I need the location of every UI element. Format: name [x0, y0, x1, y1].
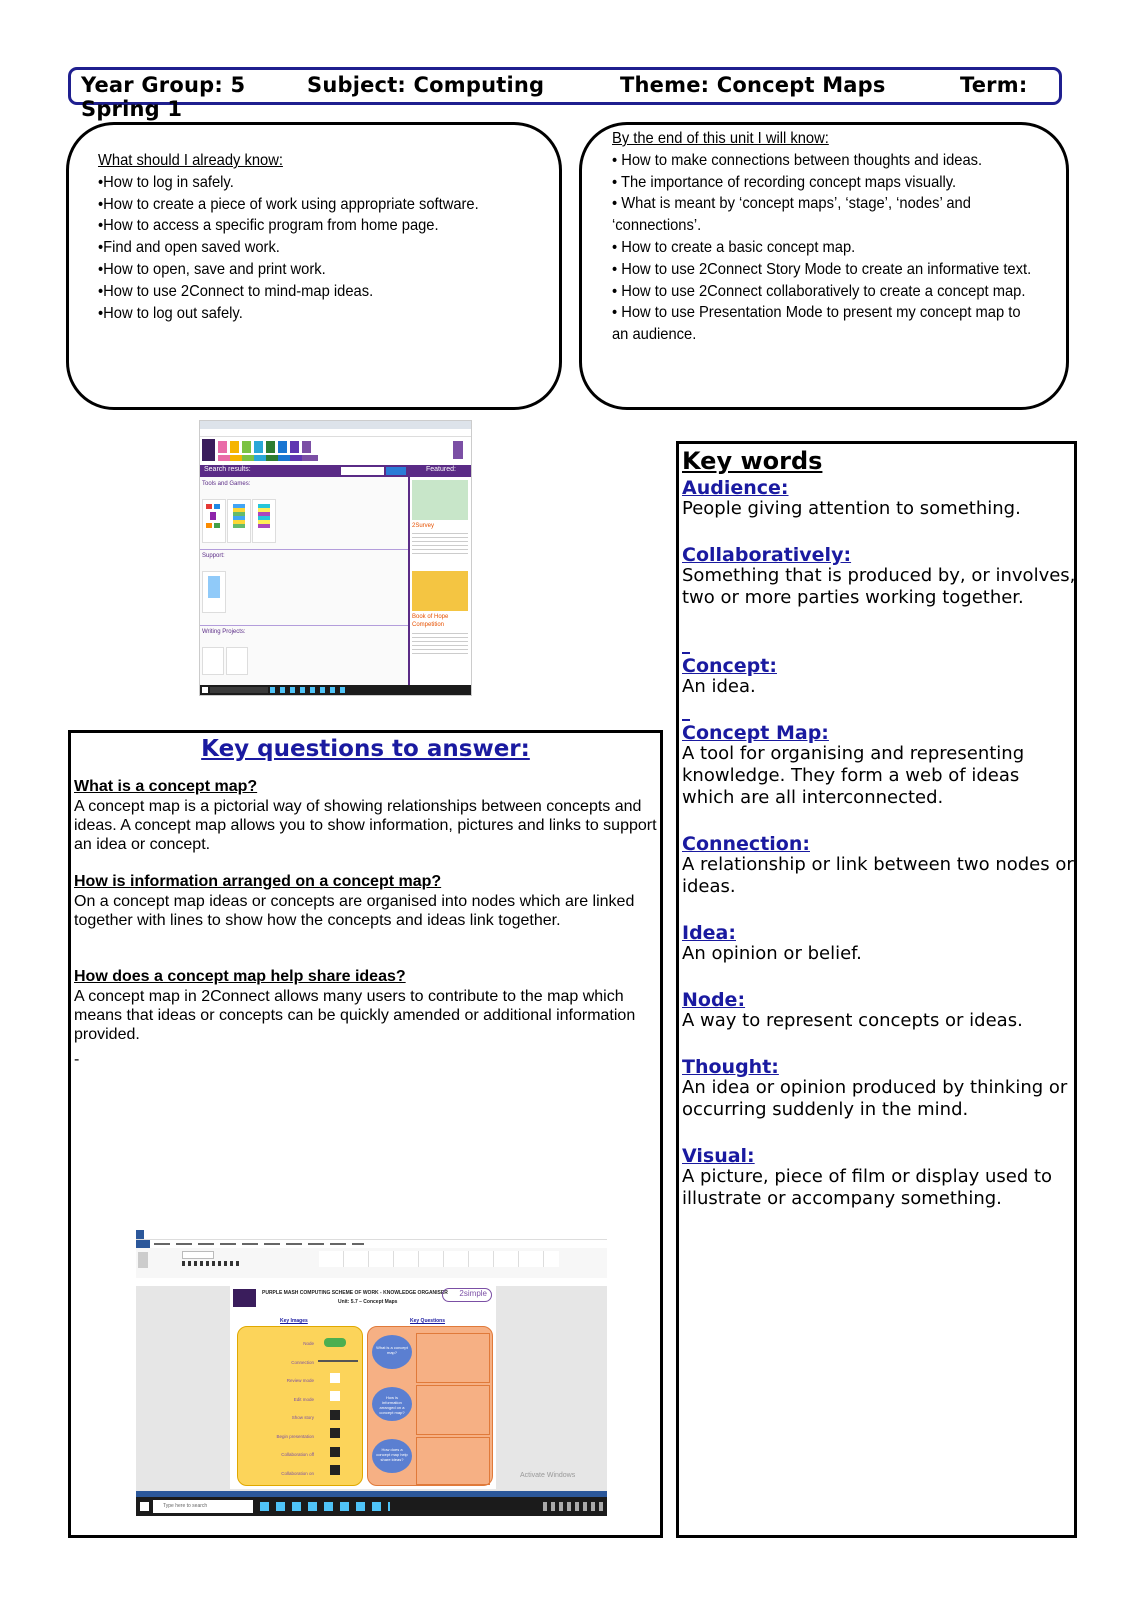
key-image-label: Node — [303, 1341, 314, 1346]
browser-address-bar — [200, 429, 471, 437]
result-tile[interactable] — [202, 647, 224, 675]
taskbar-search-input[interactable]: Type here to search — [153, 1500, 253, 1513]
ribbon — [136, 1248, 607, 1279]
result-tile[interactable] — [227, 499, 251, 543]
key-image-label: Collaboration off — [281, 1452, 314, 1457]
paste-icon[interactable] — [138, 1252, 148, 1268]
document-page — [230, 1286, 496, 1489]
result-tile[interactable] — [202, 499, 226, 543]
app-icon — [290, 441, 299, 453]
blank-underline — [682, 652, 690, 654]
review-mode-icon — [330, 1373, 340, 1383]
list-item: •How to access a specific program from home page. — [98, 217, 439, 235]
app-icon — [266, 441, 275, 453]
list-item: •How to log out safely. — [98, 304, 243, 322]
year-group: Year Group: 5 — [81, 73, 246, 97]
taskbar-apps[interactable] — [270, 687, 350, 693]
promo-title: 2Survey — [412, 523, 435, 529]
activate-windows-watermark: Activate Windows — [520, 1472, 576, 1479]
app-icon — [302, 441, 311, 453]
search-results-label: Search results: — [204, 466, 251, 473]
windows-taskbar — [200, 685, 471, 695]
list-item: • How to create a basic concept map. — [612, 238, 856, 256]
edit-mode-icon — [330, 1391, 340, 1401]
writing-label: Writing Projects: — [202, 629, 246, 635]
app-icon — [218, 441, 227, 453]
windows-taskbar — [136, 1497, 607, 1516]
key-image-label: Connection — [291, 1359, 314, 1365]
list-item: • How to make connections between thoughts and ideas. — [612, 151, 983, 169]
key-words-title: Key words — [682, 447, 823, 475]
subject: Subject: Computing — [307, 73, 545, 97]
term-audience: Audience: — [682, 477, 789, 499]
term-visual: Visual: — [682, 1145, 755, 1167]
definition-visual: A picture, piece of film or display used to illustrate or accompany something. — [682, 1166, 1053, 1209]
question-3: How does a concept map help share ideas? — [74, 968, 406, 985]
connection-icon — [318, 1360, 358, 1362]
key-questions-title: Key questions to answer: — [201, 736, 530, 762]
2simple-logo: 2simple — [442, 1288, 492, 1302]
promo-image[interactable] — [412, 571, 468, 611]
definition-audience: People giving attention to something. — [682, 498, 1021, 519]
windows-start-icon[interactable] — [140, 1502, 149, 1511]
term-value: Spring 1 — [81, 97, 183, 121]
search-bar — [200, 465, 471, 477]
definition-connection: A relationship or link between two nodes or ideas. — [682, 854, 1074, 897]
promo-title: Book of Hope Competition — [412, 614, 449, 628]
theme: Theme: Concept Maps — [620, 73, 886, 97]
doc-heading: PURPLE MASH COMPUTING SCHEME OF WORK - KNOWLEDGE ORGANISER — [262, 1290, 448, 1296]
word-icon — [136, 1230, 144, 1239]
term-thought: Thought: — [682, 1056, 779, 1078]
list-item: • How to use 2Connect Story Mode to create an informative text. — [612, 260, 1032, 278]
windows-start-icon[interactable] — [202, 687, 208, 693]
already-know-title: What should I already know: — [98, 152, 283, 169]
question-1: What is a concept map? — [74, 778, 258, 795]
file-tab[interactable] — [136, 1240, 150, 1248]
avatar[interactable] — [453, 441, 463, 459]
answer-3: A concept map in 2Connect allows many users to contribute to the map which means that ideas or concepts can be quickly amended or additional information provided. — [74, 988, 636, 1043]
will-know-section — [612, 128, 1031, 346]
key-image-label: Show story — [291, 1415, 314, 1420]
list-item: • The importance of recording concept maps visually. — [612, 173, 957, 191]
list-item: •Find and open saved work. — [98, 239, 280, 257]
featured-panel — [408, 477, 472, 685]
format-buttons[interactable] — [182, 1261, 242, 1266]
definition-concept-map: A tool for organising and representing knowledge. They form a web of ideas which are all interconnected. — [682, 743, 1025, 808]
node-icon — [324, 1338, 346, 1347]
list-item: •How to open, save and print work. — [98, 260, 326, 278]
collaboration-on-icon — [330, 1465, 340, 1475]
key-image-label: Review mode — [286, 1378, 314, 1383]
dash-text: - — [74, 1051, 80, 1068]
term-concept-map: Concept Map: — [682, 722, 829, 744]
ribbon-tabs — [136, 1240, 607, 1248]
result-tile[interactable] — [226, 647, 248, 675]
result-tile[interactable] — [252, 499, 276, 543]
word-title-bar — [136, 1230, 607, 1240]
key-image-label: Edit mode — [293, 1396, 314, 1402]
list-item: •How to create a piece of work using appropriate software. — [98, 195, 479, 213]
key-questions-panel — [367, 1326, 493, 1486]
support-label: Support: — [202, 553, 225, 559]
question-bubble: How is information arranged on a concept map? — [372, 1387, 412, 1421]
presentation-icon — [330, 1428, 340, 1438]
collaboration-off-icon — [330, 1447, 340, 1457]
taskbar-search[interactable] — [210, 687, 268, 693]
list-item: •How to log in safely. — [98, 173, 234, 191]
search-input[interactable] — [341, 467, 384, 475]
term-concept: Concept: — [682, 655, 777, 677]
definition-idea: An opinion or belief. — [682, 943, 862, 964]
app-icon — [278, 441, 287, 453]
blank-underline — [682, 719, 690, 721]
promo-image[interactable] — [412, 480, 468, 520]
term-idea: Idea: — [682, 922, 736, 944]
answer-2: On a concept map ideas or concepts are organised into nodes which are linked together with lines to show how the concepts and ideas link together. — [74, 893, 635, 929]
purple-mash-logo — [233, 1289, 256, 1307]
definition-node: A way to represent concepts or ideas. — [682, 1010, 1023, 1031]
term-connection: Connection: — [682, 833, 810, 855]
key-image-label: Collaboration on — [281, 1470, 314, 1476]
question-bubble: What is a concept map? — [372, 1335, 412, 1369]
font-select[interactable] — [182, 1251, 214, 1259]
app-toolbar — [200, 437, 471, 465]
featured-label: Featured: — [426, 466, 456, 473]
question-bubble: How does a concept map help share ideas? — [372, 1439, 412, 1473]
document-area — [136, 1286, 607, 1491]
browser-tab-bar — [200, 421, 471, 429]
term-node: Node: — [682, 989, 746, 1011]
app-icon — [242, 441, 251, 453]
app-icon — [230, 441, 239, 453]
taskbar-apps[interactable] — [260, 1502, 390, 1511]
key-images-label: Key Images — [280, 1318, 308, 1324]
add-filter-button[interactable] — [386, 467, 406, 475]
list-item: • How to use 2Connect collaboratively to create a concept map. — [612, 282, 1026, 300]
results-panel — [200, 477, 408, 685]
app-icon — [254, 441, 263, 453]
result-tile[interactable] — [202, 571, 226, 613]
system-tray — [543, 1502, 603, 1511]
tools-label: Tools and Games: — [202, 481, 251, 487]
key-images-panel — [237, 1326, 363, 1486]
key-questions-label: Key Questions — [410, 1318, 446, 1324]
definition-concept: An idea. — [682, 676, 756, 697]
definition-thought: An idea or opinion produced by thinking or occurring suddenly in the mind. — [682, 1077, 1068, 1120]
word-document-screenshot — [136, 1230, 607, 1516]
term-label: Term: — [960, 73, 1028, 97]
will-know-title: By the end of this unit I will know: — [612, 130, 829, 147]
purple-mash-screenshot — [199, 420, 472, 696]
show-story-icon — [330, 1410, 340, 1420]
definition-collaboratively: Something that is produced by, or involves, two or more parties working together. — [682, 565, 1076, 608]
question-2: How is information arranged on a concept map? — [74, 873, 442, 890]
already-know-section — [98, 150, 479, 324]
logo-icon — [202, 439, 215, 461]
key-image-label: Begin presentation — [276, 1433, 314, 1439]
list-item: • How to use Presentation Mode to present my concept map to — [612, 304, 1021, 322]
term-collaboratively: Collaboratively: — [682, 544, 852, 566]
doc-unit: Unit: 5.7 – Concept Maps — [338, 1299, 398, 1305]
styles-gallery[interactable] — [319, 1251, 559, 1267]
list-item: an audience. — [612, 326, 697, 344]
list-item: • What is meant by ‘concept maps’, ‘stage’, ‘nodes’ and — [612, 195, 971, 213]
answer-1: A concept map is a pictorial way of showing relationships between concepts and ideas. A concept map allows you to show information, pictures and links to support an idea or concept. — [74, 798, 657, 853]
list-item: •How to use 2Connect to mind-map ideas. — [98, 282, 374, 300]
list-item: ‘connections’. — [612, 217, 702, 235]
app-menu-strip[interactable] — [218, 455, 318, 461]
